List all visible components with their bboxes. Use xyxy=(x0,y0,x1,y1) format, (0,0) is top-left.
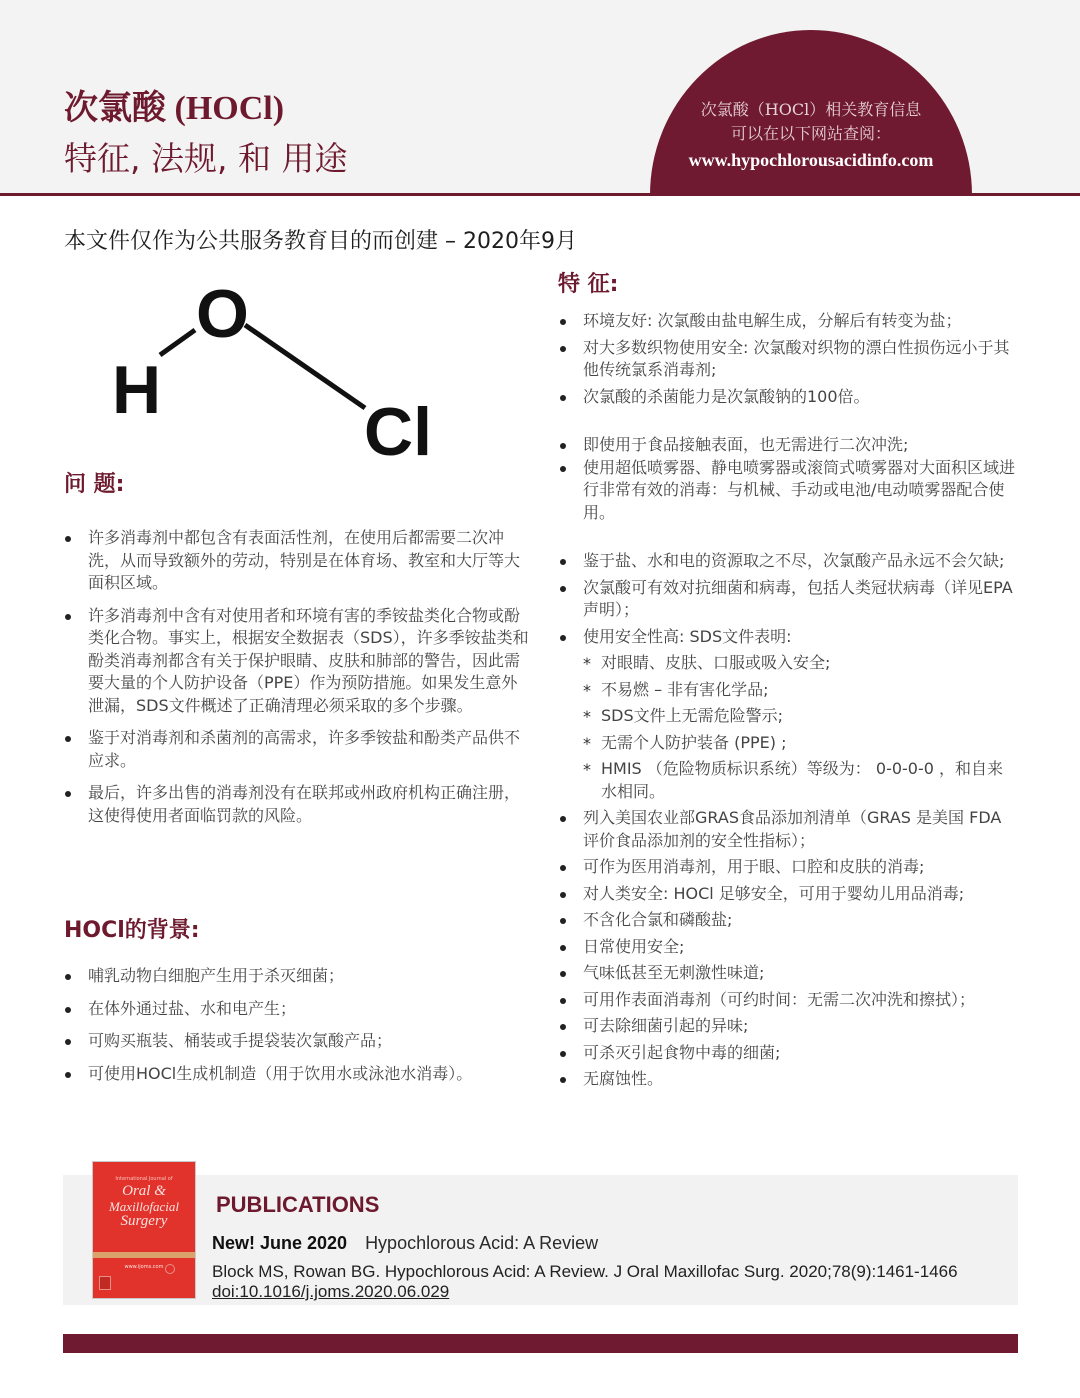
list-item: 对大多数织物使用安全: 次氯酸对织物的漂白性损伤远小于其他传统氯系消毒剂; xyxy=(557,337,1017,382)
features-list xyxy=(557,310,1017,1091)
hocl-structure-icon xyxy=(100,275,440,465)
features-heading: 特 征: xyxy=(558,272,619,297)
sds-sublist xyxy=(583,652,1017,803)
list-item: 无腐蚀性。 xyxy=(557,1068,1017,1091)
journal-cover-title xyxy=(93,1184,195,1229)
background-list xyxy=(62,965,532,1085)
list-item: 鉴于盐、水和电的资源取之不尽，次氯酸产品永远不会欠缺; xyxy=(557,550,1017,573)
document-title: 次氯酸 (HOCl) xyxy=(64,90,285,127)
purpose-statement: 本文件仅作为公共服务教育目的而创建 – 2020年9月 xyxy=(64,229,577,254)
dome-info-line-2: 可以在以下网站查阅： xyxy=(730,124,891,143)
list-item: 在体外通过盐、水和电产生； xyxy=(62,998,532,1021)
journal-title-line: Surgery xyxy=(120,1213,168,1229)
list-item: 可去除细菌引起的异味; xyxy=(557,1015,1017,1038)
sub-list-item: * SDS文件上无需危险警示; xyxy=(583,705,1017,728)
list-item: 次氯酸的杀菌能力是次氯酸钠的100倍。 xyxy=(557,386,1017,409)
journal-title-line: Maxillofacial xyxy=(108,1199,180,1214)
list-item: 列入美国农业部GRAS食品添加剂清单（GRAS 是美国 FDA 评价食品添加剂的安全性指标）； xyxy=(557,807,1017,852)
document-subtitle-heading: 特征, 法规, 和 用途 xyxy=(64,139,348,178)
list-item: 日常使用安全; xyxy=(557,936,1017,959)
atom-cl: Cl xyxy=(364,394,432,465)
list-item: 次氯酸可有效对抗细菌和病毒，包括人类冠状病毒（详见EPA声明）； xyxy=(557,577,1017,622)
publication-citation xyxy=(212,1262,958,1302)
problems-list xyxy=(62,527,532,827)
sub-list-item: * 无需个人防护装备 (PPE) ; xyxy=(583,732,1017,755)
sub-list-item: * HMIS （危险物质标识系统）等级为： 0-0-0-0 ，和自来水相同。 xyxy=(583,758,1017,803)
journal-cover-image[interactable] xyxy=(92,1161,196,1299)
sds-safety-label: 使用安全性高: SDS文件表明: xyxy=(583,626,792,646)
list-item: 哺乳动物白细胞产生用于杀灭细菌； xyxy=(62,965,532,988)
publication-headline xyxy=(212,1233,598,1254)
journal-cover-band xyxy=(93,1252,195,1258)
journal-cover-url: www.ijoms.com xyxy=(124,1264,164,1270)
website-link[interactable]: www.hypochlorousacidinfo.com xyxy=(688,150,934,170)
list-item: 许多消毒剂中含有对使用者和环境有害的季铵盐类化合物或酚类化合物。事实上，根据安全数据表（SDS），许多季铵盐类和酚类消毒剂都含有关于保护眼睛、皮肤和肺部的警告，因此需要大量的个人防护设备（PPE）作为预防措施。如果发生意外泄漏，SDS文件概述了正确清理必须采取的多个步骤。 xyxy=(62,605,532,718)
list-item: 可购买瓶装、桶装或手提袋装次氯酸产品； xyxy=(62,1030,532,1053)
background-heading: HOCl的背景: xyxy=(64,918,200,943)
atom-h: H xyxy=(112,352,162,428)
list-item: 气味低甚至无刺激性味道; xyxy=(557,962,1017,985)
info-dome-text xyxy=(650,98,972,174)
list-item: 使用超低喷雾器、静电喷雾器或滚筒式喷雾器对大面积区域进行非常有效的消毒：与机械、手动或电池/电动喷雾器配合使用。 xyxy=(557,457,1017,525)
list-item: 不含化合氯和磷酸盐; xyxy=(557,909,1017,932)
doi-link[interactable]: doi:10.1016/j.joms.2020.06.029 xyxy=(212,1282,450,1301)
list-item: 最后，许多出售的消毒剂没有在联邦或州政府机构正确注册，这使得使用者面临罚款的风险。 xyxy=(62,782,532,827)
problems-heading: 问 题: xyxy=(64,472,125,497)
journal-title-line: Oral & xyxy=(122,1183,166,1199)
list-item: 对人类安全: HOCl 足够安全，可用于婴幼儿用品消毒; xyxy=(557,883,1017,906)
atom-o: O xyxy=(196,276,249,352)
journal-cover-small-text: International Journal of xyxy=(115,1176,173,1182)
publications-heading: PUBLICATIONS xyxy=(216,1192,380,1217)
list-item: 可作为医用消毒剂，用于眼、口腔和皮肤的消毒; xyxy=(557,856,1017,879)
elsevier-logo-icon xyxy=(99,1276,111,1290)
article-title: Hypochlorous Acid: A Review xyxy=(365,1233,599,1253)
list-item: 可杀灭引起食物中毒的细菌; xyxy=(557,1042,1017,1065)
list-item: 环境友好: 次氯酸由盐电解生成，分解后有转变为盐； xyxy=(557,310,1017,333)
list-item: 许多消毒剂中都包含有表面活性剂，在使用后都需要二次冲洗，从而导致额外的劳动，特别是在体育场、教室和大厅等大面积区域。 xyxy=(62,527,532,595)
sub-list-item: * 对眼睛、皮肤、口服或吸入安全; xyxy=(583,652,1017,675)
sub-list-item: * 不易燃 – 非有害化学品; xyxy=(583,679,1017,702)
list-item xyxy=(557,626,1017,804)
footer-bar xyxy=(63,1334,1018,1353)
list-item: 可用作表面消毒剂（可约时间：无需二次冲洗和擦拭）； xyxy=(557,989,1017,1012)
dome-info-line: 次氯酸（HOCl）相关教育信息 xyxy=(700,100,922,119)
society-seal-icon xyxy=(165,1264,175,1274)
list-item: 可使用HOCl生成机制造（用于饮用水或泳池水消毒）。 xyxy=(62,1063,532,1086)
citation-text: Block MS, Rowan BG. Hypochlorous Acid: A Review. J Oral Maxillofac Surg. 2020;78(9):1461-1466 xyxy=(212,1262,958,1281)
list-item: 鉴于对消毒剂和杀菌剂的高需求，许多季铵盐和酚类产品供不应求。 xyxy=(62,727,532,772)
new-badge: New! June 2020 xyxy=(212,1233,348,1253)
list-item: 即使用于食品接触表面，也无需进行二次冲洗; xyxy=(557,434,1017,457)
